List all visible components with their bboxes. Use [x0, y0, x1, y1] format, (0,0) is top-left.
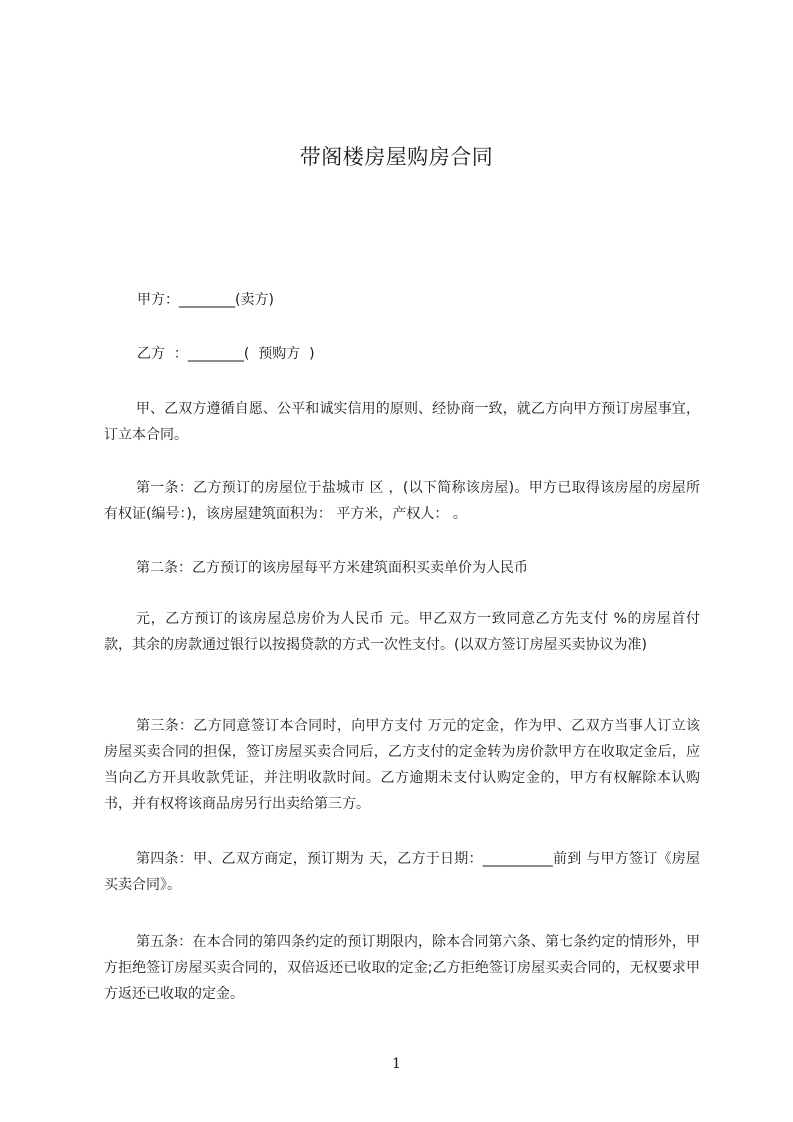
- preamble-paragraph: 甲、乙双方遵循自愿、公平和诚实信用的原则、经协商一致，就乙方向甲方预订房屋事宜，订立本合同。: [104, 401, 700, 443]
- article-4-paragraph: 第四条：甲、乙双方商定，预订期为 天，乙方于日期：__________前到 与甲方签订《房屋买卖合同》。: [104, 851, 700, 893]
- article-1-paragraph: 第一条：乙方预订的房屋位于盐城市 区 ，(以下简称该房屋)。甲方已取得该房屋的房屋所有权证(编号：)，该房屋建筑面积为： 平方米，产权人： 。: [104, 480, 700, 522]
- page-number: 1: [392, 1056, 401, 1072]
- article-2-paragraph: 第二条：乙方预订的该房屋每平方米建筑面积买卖单价为人民币: [136, 560, 528, 576]
- article-5-paragraph: 第五条：在本合同的第四条约定的预订期限内，除本合同第六条、第七条约定的情形外，甲方拒绝签订房屋买卖合同的，双倍返还已收取的定金;乙方拒绝签订房屋买卖合同的，无权要求甲方返还已收取的定金。: [104, 934, 700, 1002]
- party-b-line: 乙方 ：________( 预购方 ): [137, 346, 315, 362]
- page-title: 带阁楼房屋购房合同: [299, 145, 494, 169]
- party-a-line: 甲方：________(卖方): [137, 292, 274, 308]
- article-2-continued-paragraph: 元，乙方预订的该房屋总房价为人民币 元。甲乙双方一致同意乙方先支付 %的房屋首付款，其余的房款通过银行以按揭贷款的方式一次性支付。(以双方签订房屋买卖协议为准): [104, 611, 700, 653]
- article-3-paragraph: 第三条：乙方同意签订本合同时，向甲方支付 万元的定金，作为甲、乙双方当事人订立该房屋买卖合同的担保，签订房屋买卖合同后，乙方支付的定金转为房价款甲方在收取定金后，应当向乙方开具收款凭证，并注明收款时间。乙方逾期未支付认购定金的，甲方有权解除本认购书，并有权将该商品房另行出卖给第三方。: [104, 718, 700, 812]
